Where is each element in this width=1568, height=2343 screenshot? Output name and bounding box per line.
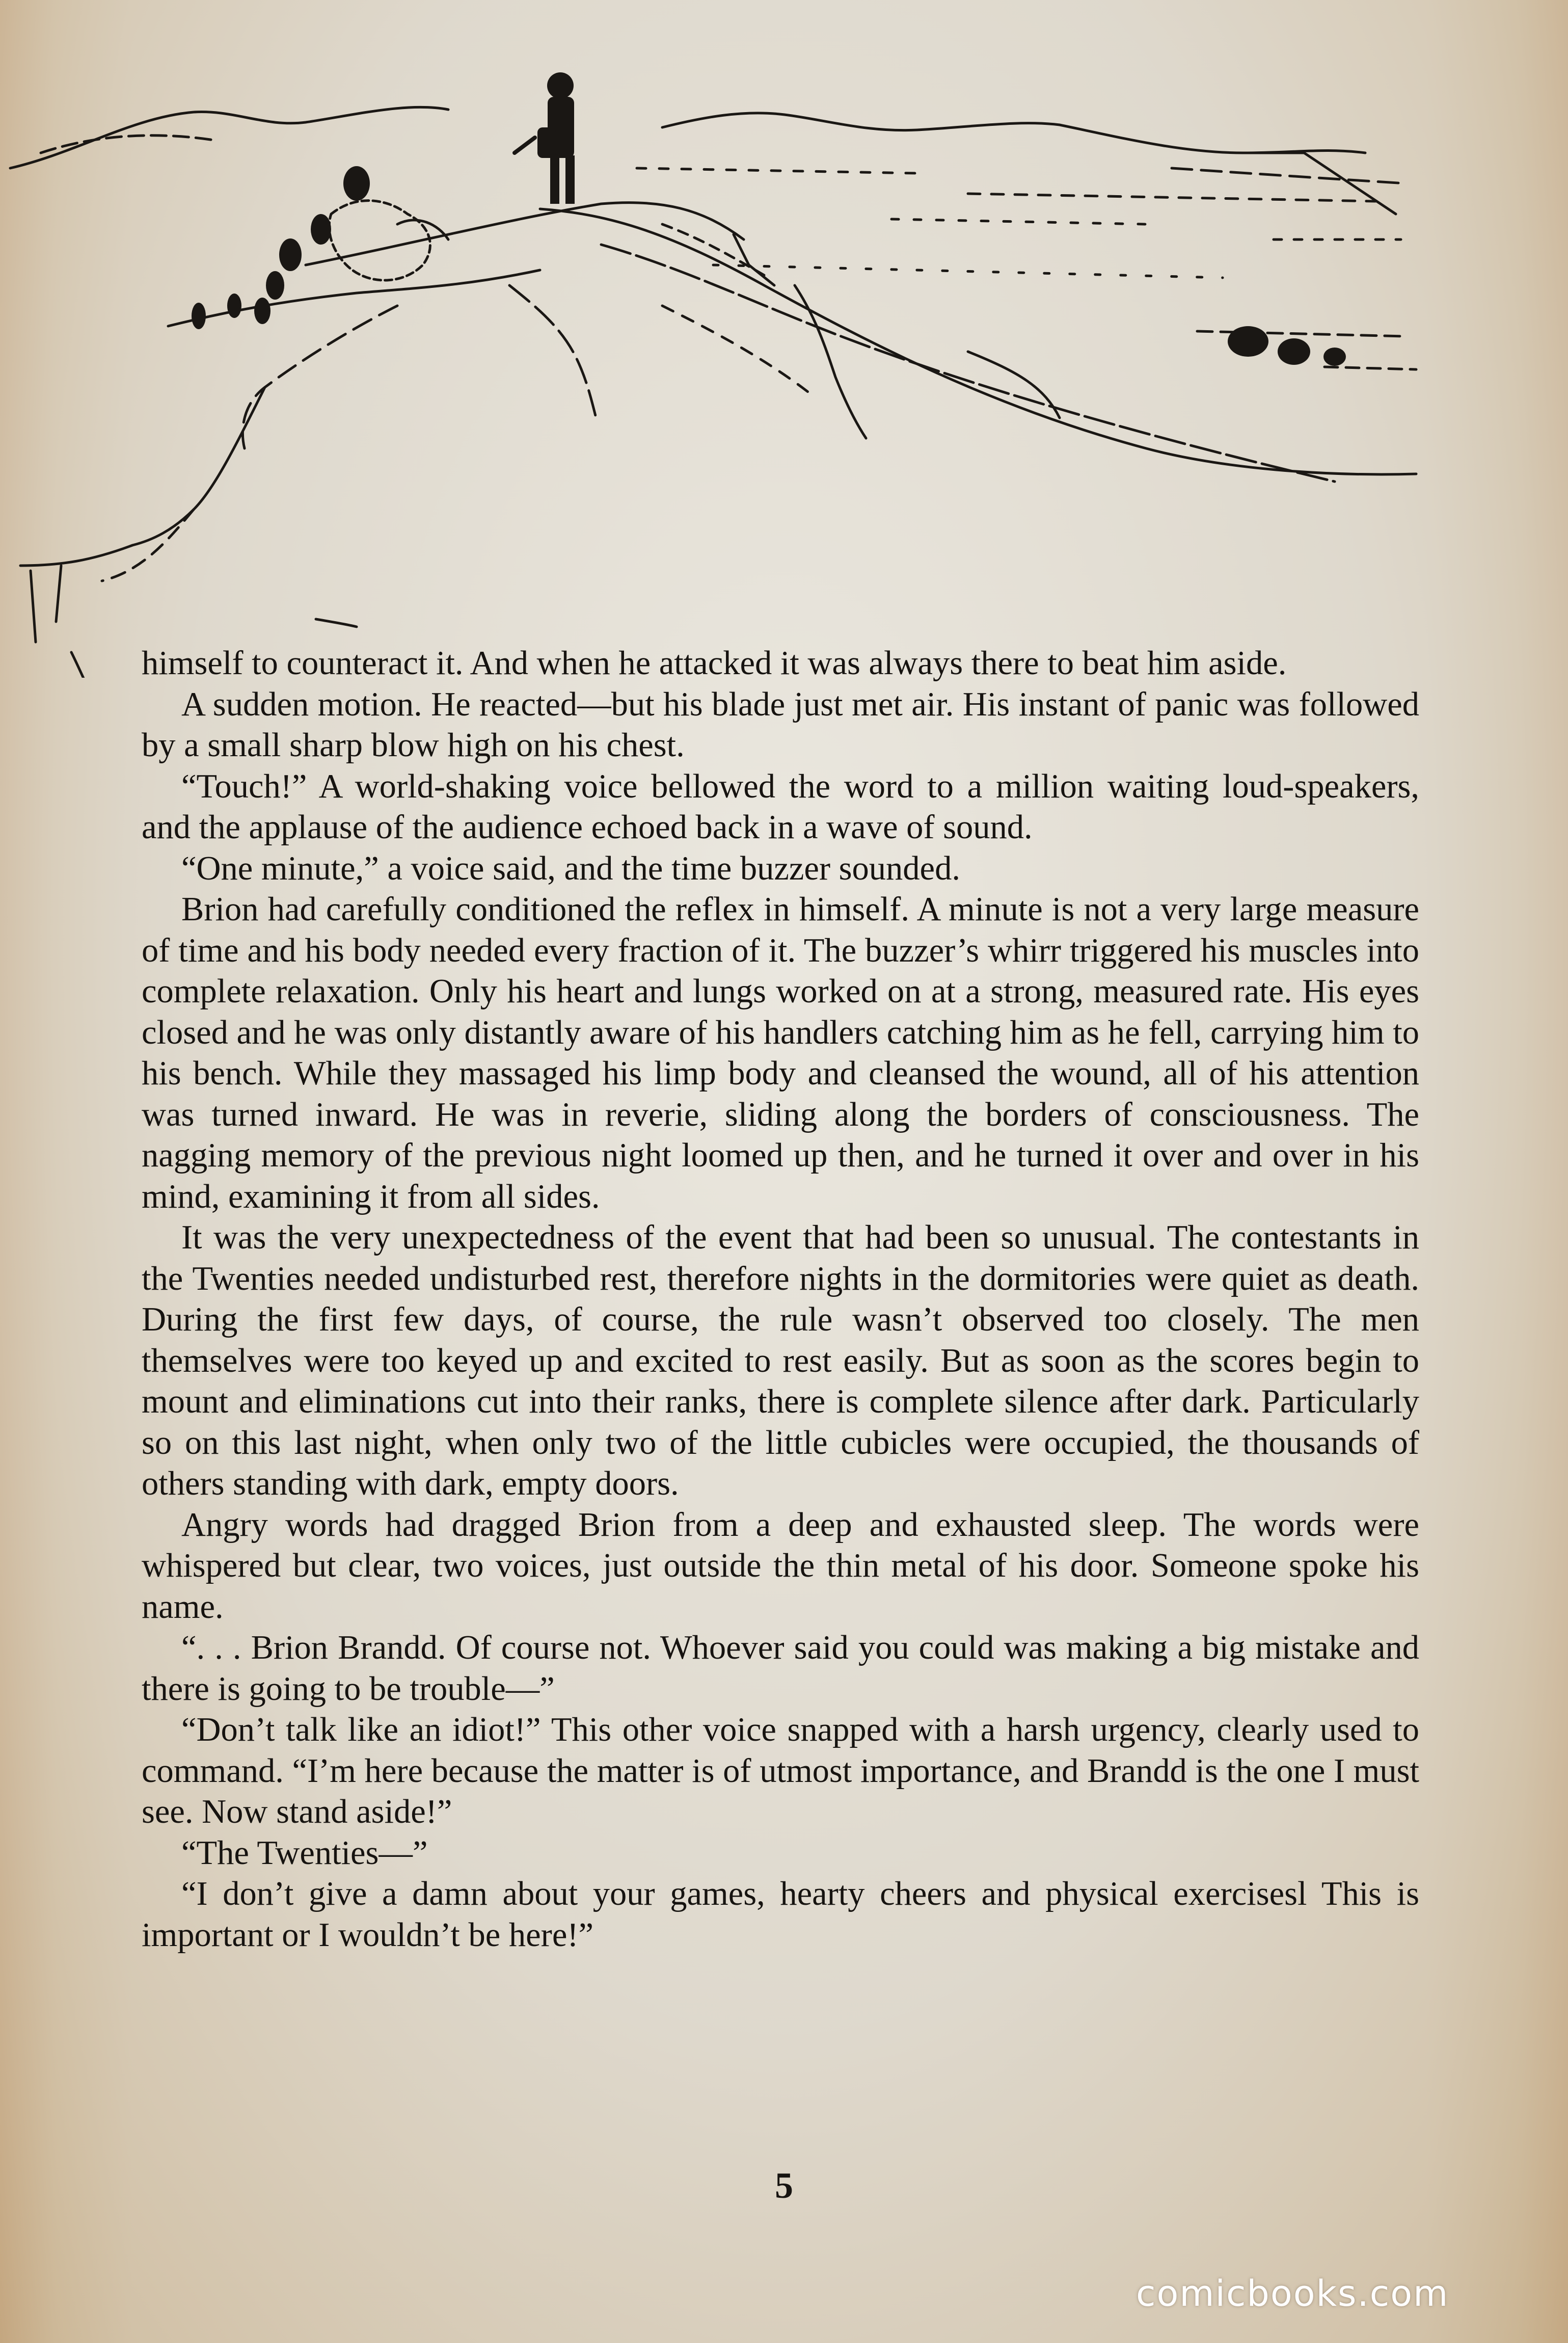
- paragraph: “The Twenties—”: [181, 1834, 428, 1872]
- paragraph: It was the very unexpectedness of the event that had been so unusual. The contestants in the Twenties needed undisturbed rest, therefore nights in the dormitories were quiet as death. During the first few days, of course, the rule wasn’t observed too closely. The men themselves were too keyed up and excited to rest easily. But as soon as the scores begin to mount and eliminations cut into their ranks, there is complete silence after dark. Particularly so on this last night, when only two of the little cubicles were occupied, the thousands of others standing with dark, empty doors.: [142, 1219, 1419, 1502]
- watermark: comicbooks.com: [1136, 2273, 1449, 2314]
- paragraph: Brion had carefully conditioned the reflex in himself. A minute is not a very large measure of time and his body needed every fraction of it. The buzzer’s whirr triggered his muscles into complete relaxation. Only his heart and lungs worked on at a strong, measured rate. His eyes closed and he was only distantly aware of his handlers catching him as he fell, carrying him to his bench. While they massaged his limp body and cleansed the wound, all of his attention was turned inward. He was in reverie, sliding along the borders of consciousness. The nagging memory of the previous night loomed up then, and he turned it over and over in his mind, examining it from all sides.: [142, 891, 1419, 1215]
- paragraph: “I don’t give a damn about your games, hearty cheers and physical exercisesl This is important or I wouldn’t be here!”: [142, 1875, 1419, 1954]
- page-number: 5: [775, 2165, 793, 2206]
- landscape-sketch-icon: [0, 0, 1568, 678]
- paragraph: himself to counteract it. And when he attacked it was always there to beat him aside.: [142, 645, 1287, 682]
- paragraph: “Don’t talk like an idiot!” This other voice snapped with a harsh urgency, clearly used to command. “I’m here because the matter is of utmost importance, and Brandd is the one I must see. Now stand aside!”: [142, 1711, 1419, 1830]
- paragraph: A sudden motion. He reacted—but his blade just met air. His instant of panic was followed by a small sharp blow high on his chest.: [142, 685, 1419, 764]
- paragraph: “Touch!” A world-shaking voice bellowed the word to a million waiting loud-speakers, and the applause of the audience echoed back in a wave of sound.: [142, 767, 1419, 846]
- body-text: [142, 643, 1419, 1956]
- paragraph: “One minute,” a voice said, and the time buzzer sounded.: [181, 849, 960, 887]
- paragraph: Angry words had dragged Brion from a deep and exhausted sleep. The words were whispered but clear, two voices, just outside the thin metal of his door. Someone spoke his name.: [142, 1506, 1419, 1626]
- paragraph: “. . . Brion Brandd. Of course not. Whoever said you could was making a big mistake and there is going to be trouble—”: [142, 1629, 1419, 1708]
